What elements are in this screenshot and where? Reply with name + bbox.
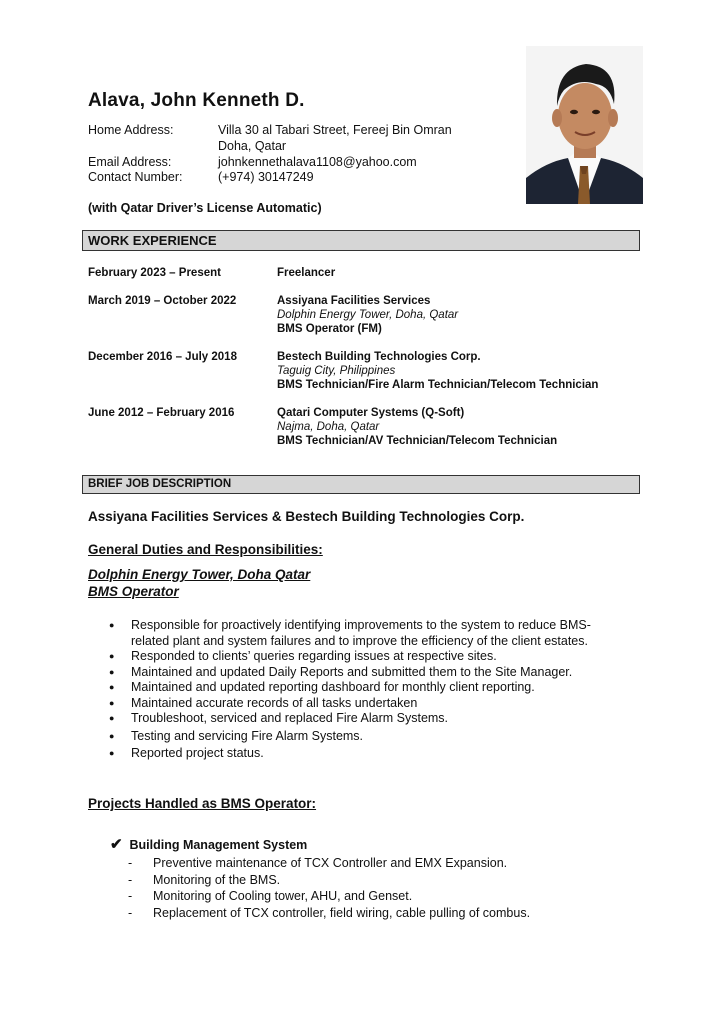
driver-license-note: (with Qatar Driver’s License Automatic) [88,201,322,215]
job-description-heading: BRIEF JOB DESCRIPTION [82,475,640,494]
job-company: Bestech Building Technologies Corp. [277,351,481,363]
project-title [110,835,307,853]
home-address-line1: Villa 30 al Tabari Street, Fereej Bin Omran [218,123,452,137]
job-location: Najma, Doha, Qatar [277,421,380,433]
list-item: - Monitoring of Cooling tower, AHU, and Genset. [128,888,530,905]
home-address-line2: Doha, Qatar [218,139,287,153]
companies-heading: Assiyana Facilities Services & Bestech Building Technologies Corp. [88,509,525,524]
contact-number-value: (+974) 30147249 [218,170,314,184]
list-item: - Replacement of TCX controller, field wiring, cable pulling of combus. [128,905,530,922]
work-experience-heading: WORK EXPERIENCE [82,230,640,251]
duties-heading: General Duties and Responsibilities: [88,542,323,557]
list-item: ● Responded to clients’ queries regarding issues at respective sites. [105,649,625,665]
job-date: June 2012 – February 2016 [88,407,235,419]
job-date: March 2019 – October 2022 [88,295,237,307]
home-address-label: Home Address: [88,123,174,137]
site-heading: Dolphin Energy Tower, Doha Qatar [88,567,311,582]
contact-number-label: Contact Number: [88,170,183,184]
list-item: ● Reported project status. [105,746,625,762]
job-date: February 2023 – Present [88,267,221,279]
list-item: ● Maintained accurate records of all tasks undertaken [105,696,625,712]
list-item: ● Troubleshoot, serviced and replaced Fire Alarm Systems. [105,711,625,727]
list-item: - Monitoring of the BMS. [128,872,530,889]
job-location: Taguig City, Philippines [277,365,396,377]
project-task-list [128,855,530,921]
job-role: BMS Technician/Fire Alarm Technician/Telecom Technician [277,379,599,391]
email-value: johnkennethalava1108@yahoo.com [218,155,417,169]
list-item: - Preventive maintenance of TCX Controller and EMX Expansion. [128,855,530,872]
job-location: Dolphin Energy Tower, Doha, Qatar [277,309,459,321]
duties-list [105,618,625,762]
list-item: ● Responsible for proactively identifying improvements to the system to reduce BMS-related plant and system failures and to improve the efficiency of the client estates. [105,618,625,649]
position-heading: BMS Operator [88,584,179,599]
projects-heading: Projects Handled as BMS Operator: [88,796,317,811]
job-company: Freelancer [277,267,336,279]
list-item: ● Testing and servicing Fire Alarm Systems. [105,729,625,745]
checkmark-icon: ✔ [110,836,123,853]
job-role: BMS Technician/AV Technician/Telecom Technician [277,435,558,447]
profile-photo [526,46,643,204]
applicant-name: Alava, John Kenneth D. [88,90,305,111]
job-company: Qatari Computer Systems (Q-Soft) [277,407,465,419]
list-item: ● Maintained and updated reporting dashboard for monthly client reporting. [105,680,625,696]
job-company: Assiyana Facilities Services [277,295,431,307]
job-date: December 2016 – July 2018 [88,351,237,363]
project-title-text: Building Management System [129,838,308,852]
list-item: ● Maintained and updated Daily Reports and submitted them to the Site Manager. [105,665,625,681]
job-role: BMS Operator (FM) [277,323,382,335]
email-label: Email Address: [88,155,172,169]
